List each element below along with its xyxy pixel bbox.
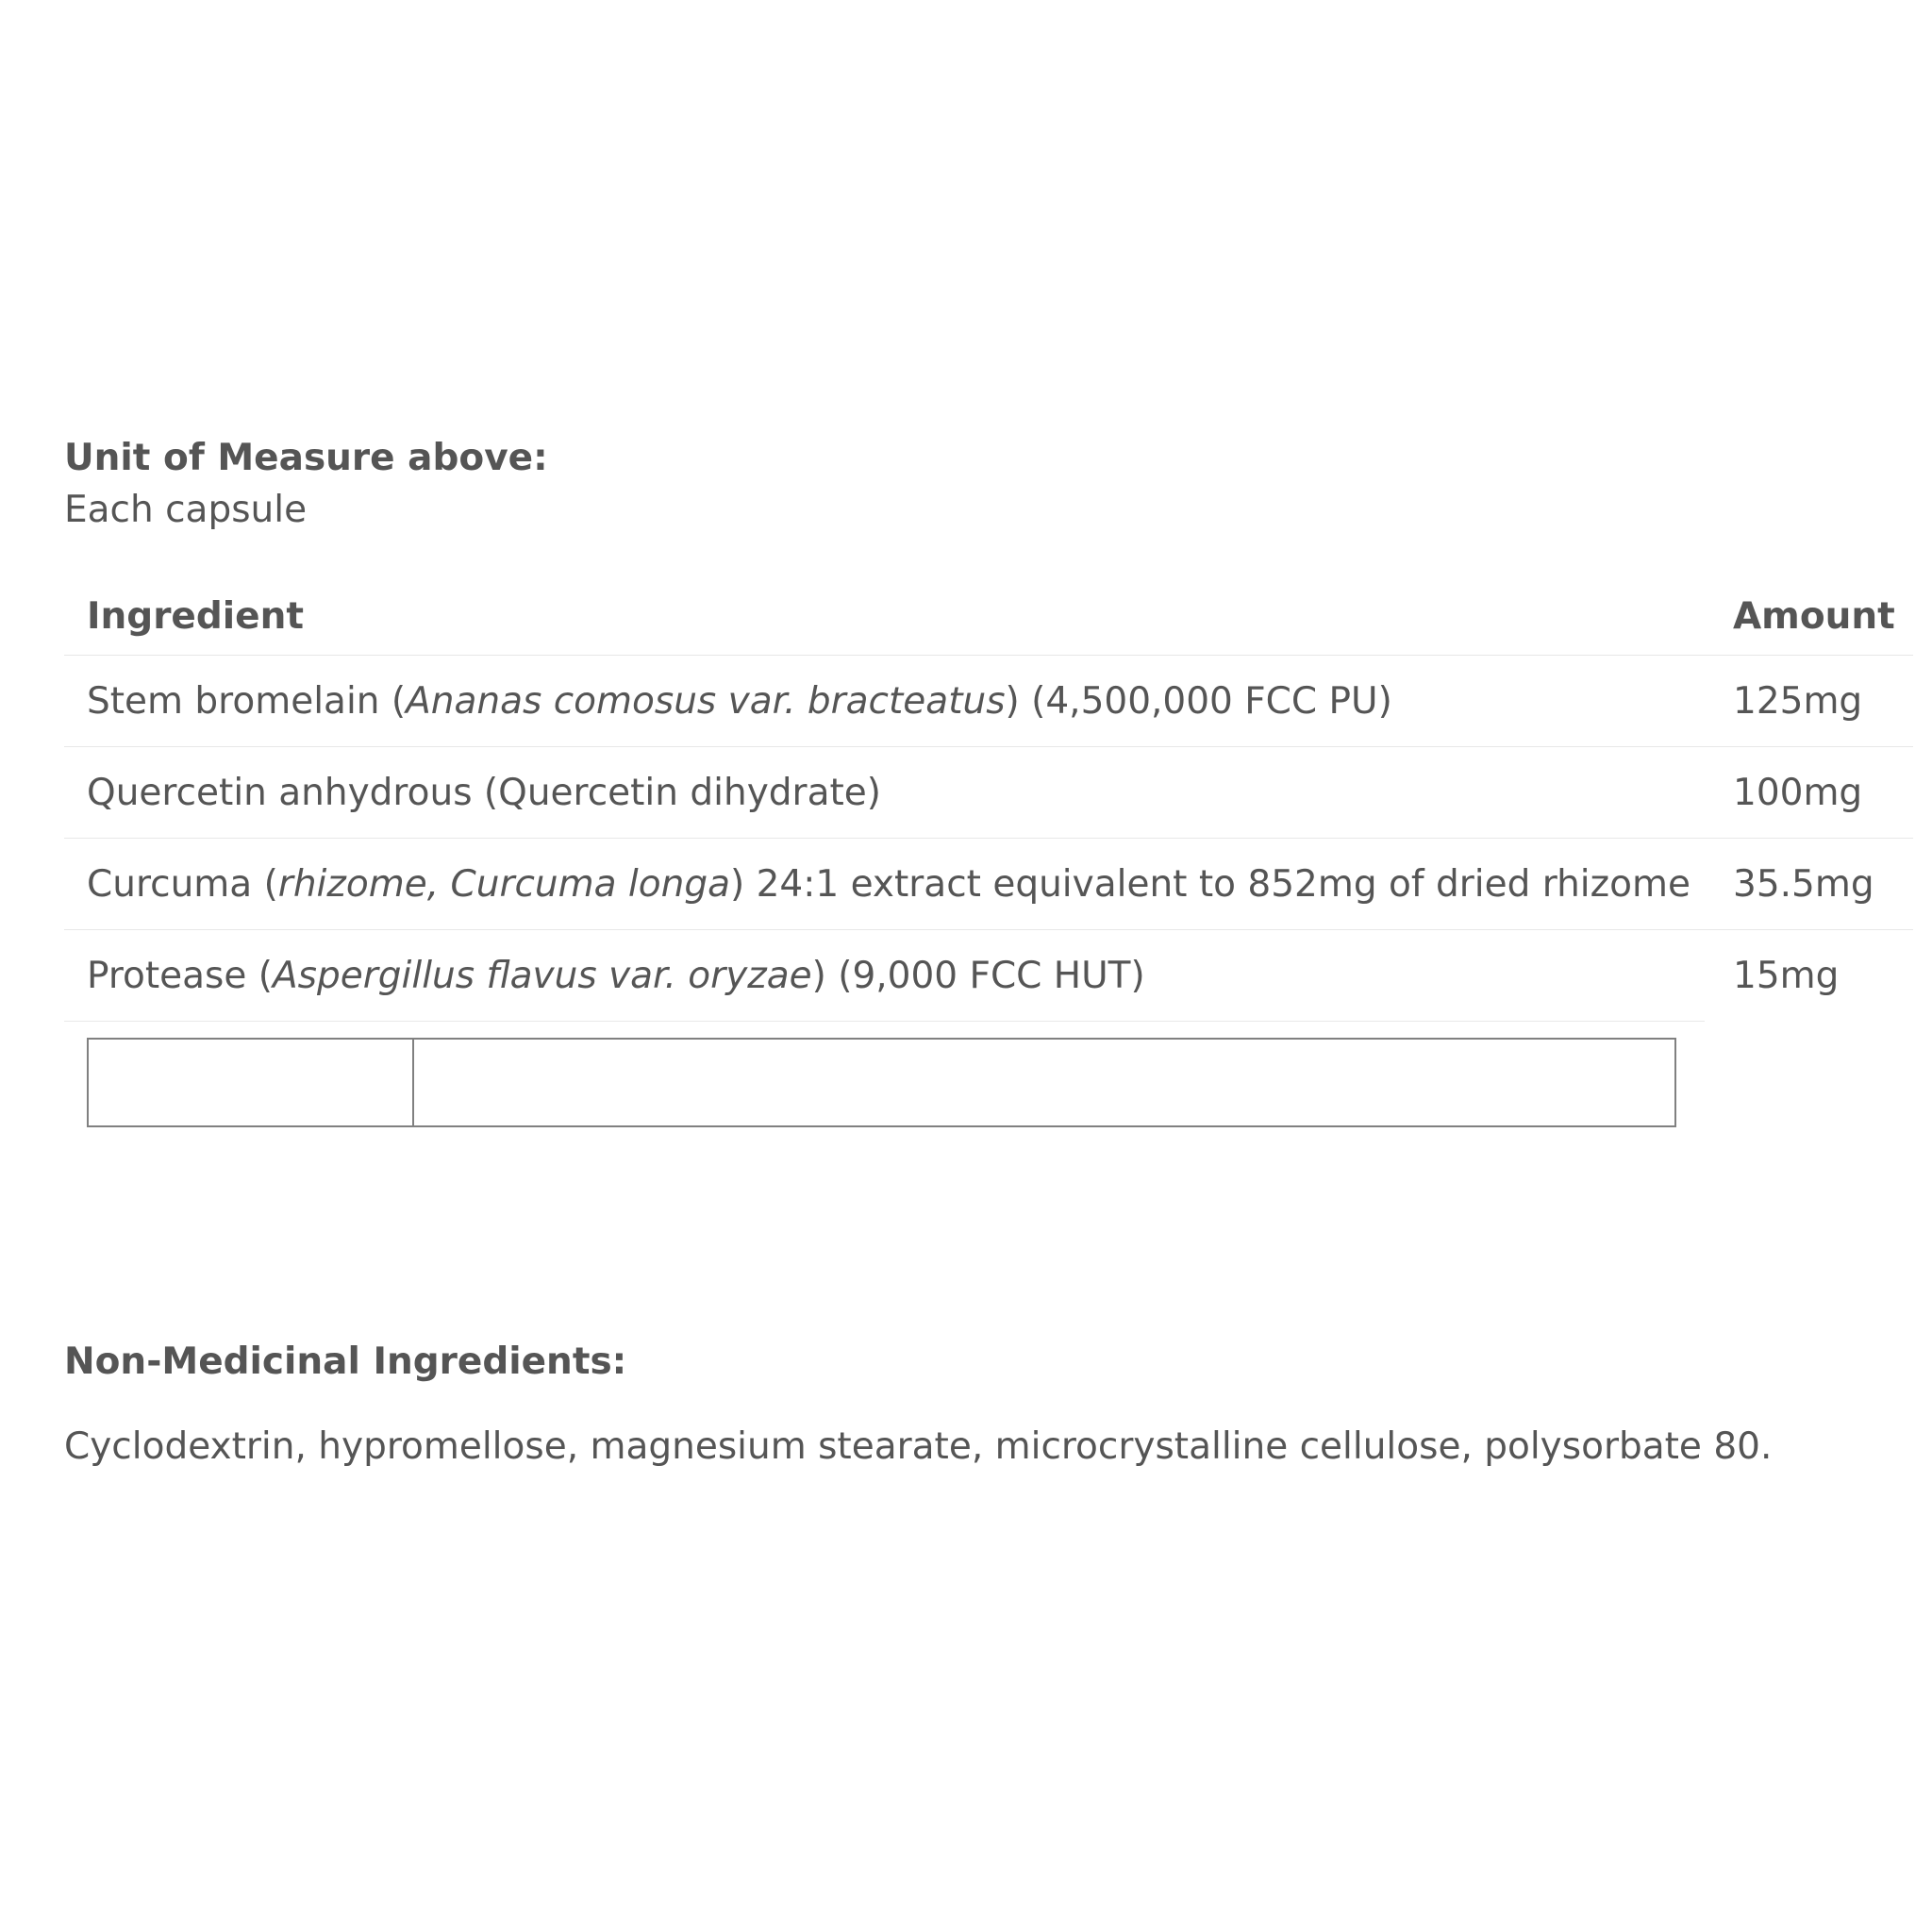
- ingredient-name-text: Stem bromelain (: [87, 679, 407, 723]
- ingredient-amount: 100mg: [1733, 771, 1863, 814]
- ingredient-name-text: Protease (: [87, 954, 273, 997]
- ingredient-name: [87, 656, 1392, 746]
- ingredient-latin-name: rhizome, Curcuma longa: [277, 862, 730, 906]
- ingredient-column-header: Ingredient: [87, 594, 305, 638]
- ingredients-table: [64, 577, 1913, 1022]
- ingredient-name-text: Curcuma (: [87, 862, 278, 906]
- non-medicinal-ingredients-value: Cyclodextrin, hypromellose, magnesium stearate, microcrystalline cellulose, polysorbate 80.: [64, 1425, 1773, 1468]
- ingredient-latin-name: Ananas comosus var. bracteatus: [406, 679, 1006, 723]
- ingredient-name-text: ) 24:1 extract equivalent to 852mg of dried rhizome: [730, 862, 1690, 906]
- ingredient-amount: 125mg: [1733, 679, 1863, 723]
- ingredient-name-text: Quercetin anhydrous (Quercetin dihydrate): [87, 771, 881, 814]
- table-row: [64, 747, 1913, 839]
- non-medicinal-ingredients-label: Non-Medicinal Ingredients:: [64, 1341, 627, 1383]
- table-row: [64, 839, 1913, 930]
- ingredient-name: [87, 930, 1145, 1021]
- table-header-row: [64, 577, 1913, 656]
- unit-of-measure-label: Unit of Measure above:: [64, 437, 548, 479]
- table-row: [64, 930, 1840, 1022]
- table-row: [64, 656, 1913, 747]
- ingredient-name: [87, 747, 881, 838]
- ingredient-name-text: ) (9,000 FCC HUT): [811, 954, 1145, 997]
- empty-table-cell: [89, 1040, 414, 1125]
- empty-table-grid: [87, 1038, 1676, 1127]
- amount-column-header: Amount: [1733, 594, 1895, 638]
- empty-table-cell: [414, 1040, 1674, 1125]
- unit-of-measure-value: Each capsule: [64, 489, 308, 531]
- ingredient-name: [87, 839, 1690, 929]
- ingredient-amount: 15mg: [1733, 954, 1840, 997]
- ingredient-amount: 35.5mg: [1733, 862, 1874, 906]
- ingredient-name-text: ) (4,500,000 FCC PU): [1005, 679, 1392, 723]
- ingredient-latin-name: Aspergillus flavus var. oryzae: [272, 954, 812, 997]
